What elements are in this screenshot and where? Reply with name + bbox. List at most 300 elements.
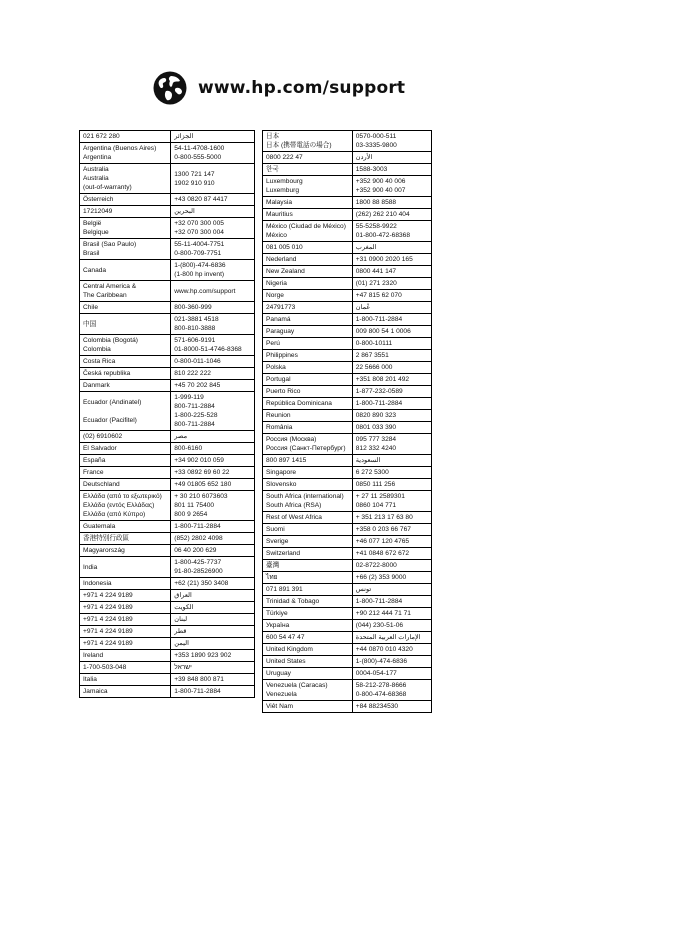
- phone-cell: [352, 434, 431, 455]
- phone-number: 812 332 4240: [355, 445, 397, 452]
- phone-number: 1588-3003: [355, 166, 388, 173]
- phone-cell: [352, 410, 431, 422]
- table-row: [263, 326, 432, 338]
- phone-cell: [171, 443, 255, 455]
- country-cell: [263, 374, 353, 386]
- table-row: [80, 194, 255, 206]
- phone-number: 095 777 3284: [355, 436, 397, 443]
- phone-cell: [352, 290, 431, 302]
- table-row: [263, 398, 432, 410]
- phone-cell: [352, 350, 431, 362]
- phone-cell: [171, 206, 255, 218]
- phone-number: الإمارات العربية المتحدة: [355, 634, 421, 641]
- phone-cell: [171, 491, 255, 521]
- phone-cell: [352, 512, 431, 524]
- phone-cell: [171, 578, 255, 590]
- table-row: [263, 608, 432, 620]
- phone-cell: [352, 362, 431, 374]
- phone-cell: [171, 638, 255, 650]
- phone-cell: [171, 686, 255, 698]
- country-label: 日本: [266, 133, 280, 140]
- table-row: [263, 266, 432, 278]
- table-row: [80, 590, 255, 602]
- phone-number: +49 01805 652 180: [174, 481, 232, 488]
- country-cell: [263, 479, 353, 491]
- phone-number: 810 222 222: [174, 370, 211, 377]
- country-label: Singapore: [266, 469, 297, 476]
- phone-cell: [352, 608, 431, 620]
- country-label: 081 005 010: [266, 244, 303, 251]
- phone-number: 03-3335-9800: [355, 142, 397, 149]
- country-cell: [80, 206, 171, 218]
- country-cell: [263, 242, 353, 254]
- country-cell: [263, 254, 353, 266]
- country-label: +971 4 224 9189: [83, 592, 133, 599]
- table-row: [263, 479, 432, 491]
- phone-cell: [171, 557, 255, 578]
- phone-number: 0-800-474-68368: [355, 691, 407, 698]
- table-row: [80, 335, 255, 356]
- phone-cell: [171, 335, 255, 356]
- country-label: Australia: [83, 166, 109, 173]
- country-cell: [263, 350, 353, 362]
- phone-number: 0801 033 390: [355, 424, 397, 431]
- country-label: New Zealand: [266, 268, 305, 275]
- phone-number: العراق: [174, 592, 192, 599]
- phone-number: +352 900 40 007: [355, 187, 406, 194]
- phone-number: تونس: [355, 586, 372, 593]
- phone-cell: [171, 431, 255, 443]
- country-cell: [80, 590, 171, 602]
- table-row: [263, 701, 432, 713]
- phone-number: +84 88234530: [355, 703, 399, 710]
- country-label: +971 4 224 9189: [83, 640, 133, 647]
- country-label: Россия (Москва): [266, 436, 317, 443]
- country-label: South Africa (RSA): [266, 502, 322, 509]
- country-label: Guatemala: [83, 523, 116, 530]
- country-label: The Caribbean: [83, 292, 127, 299]
- country-label: Panamá: [266, 316, 291, 323]
- phone-cell: [171, 521, 255, 533]
- country-cell: [263, 524, 353, 536]
- phone-cell: [352, 326, 431, 338]
- country-label: Colombia (Bogotá): [83, 337, 138, 344]
- table-row: [263, 548, 432, 560]
- phone-number: السعودية: [355, 457, 381, 464]
- country-label: Magyarország: [83, 547, 125, 554]
- country-cell: [263, 314, 353, 326]
- country-label: Venezuela: [266, 691, 297, 698]
- country-cell: [80, 131, 171, 143]
- country-label: 600 54 47 47: [266, 634, 305, 641]
- phone-number: +32 070 300 005: [174, 220, 224, 227]
- country-cell: [263, 164, 353, 176]
- country-label: 071 891 391: [266, 586, 303, 593]
- country-label: Česká republika: [83, 370, 131, 377]
- country-cell: [263, 338, 353, 350]
- country-label: (02) 6910602: [83, 433, 123, 440]
- phone-cell: [352, 197, 431, 209]
- country-cell: [80, 479, 171, 491]
- table-row: [263, 386, 432, 398]
- phone-number: +32 070 300 004: [174, 229, 224, 236]
- country-label: Brasil: [83, 250, 100, 257]
- phone-number: (01) 271 2320: [355, 280, 397, 287]
- phone-number: 54-11-4708-1600: [174, 145, 225, 152]
- table-row: [80, 143, 255, 164]
- country-cell: [80, 443, 171, 455]
- table-row: [80, 431, 255, 443]
- country-label: Ecuador (Pacifitel): [83, 416, 137, 424]
- country-cell: [263, 131, 353, 152]
- phone-number: 91-80-28526900: [174, 568, 223, 575]
- phone-number: 800-810-3888: [174, 325, 216, 332]
- country-label: Indonesia: [83, 580, 112, 587]
- phone-cell: [171, 626, 255, 638]
- country-label: (out-of-warranty): [83, 184, 132, 191]
- country-label: United Kingdom: [266, 646, 313, 653]
- country-label: 한국: [266, 166, 279, 173]
- phone-cell: [352, 374, 431, 386]
- country-cell: [263, 434, 353, 455]
- country-label: Ireland: [83, 652, 104, 659]
- country-label: Norge: [266, 292, 284, 299]
- phone-number: 021-3881 4518: [174, 316, 219, 323]
- table-row: [263, 680, 432, 701]
- phone-cell: [171, 131, 255, 143]
- country-cell: [80, 521, 171, 533]
- country-cell: [263, 512, 353, 524]
- phone-number: (852) 2802 4098: [174, 535, 223, 542]
- phone-cell: [352, 701, 431, 713]
- phone-number: 009 800 54 1 0006: [355, 328, 411, 335]
- phone-number: عُمان: [355, 304, 371, 311]
- phone-number: + 351 213 17 63 80: [355, 514, 413, 521]
- country-label: South Africa (international): [266, 493, 344, 500]
- table-row: [263, 656, 432, 668]
- table-row: [80, 239, 255, 260]
- country-label: Suomi: [266, 526, 285, 533]
- country-cell: [263, 386, 353, 398]
- country-label: Österreich: [83, 196, 114, 203]
- country-label: República Dominicana: [266, 400, 332, 407]
- phone-number: اليمن: [174, 640, 189, 647]
- country-cell: [263, 362, 353, 374]
- table-row: [263, 491, 432, 512]
- country-cell: [263, 278, 353, 290]
- country-label: Nigeria: [266, 280, 287, 287]
- phone-number: +34 902 010 059: [174, 457, 224, 464]
- phone-cell: [352, 632, 431, 644]
- country-label: Costa Rica: [83, 358, 116, 365]
- country-cell: [80, 143, 171, 164]
- phone-number: 0570-000-511: [355, 133, 397, 140]
- country-cell: [263, 632, 353, 644]
- table-row: [80, 578, 255, 590]
- country-label: Portugal: [266, 376, 291, 383]
- country-cell: [263, 176, 353, 197]
- country-label: Ελλάδα (εντός Ελλάδας): [83, 502, 155, 509]
- country-label: 1-700-503-048: [83, 664, 127, 671]
- phone-cell: [171, 392, 255, 431]
- country-label: Luxembourg: [266, 178, 303, 185]
- table-row: [80, 368, 255, 380]
- table-row: [80, 650, 255, 662]
- phone-number: الكويت: [174, 604, 194, 611]
- phone-number: + 27 11 2589301: [355, 493, 405, 500]
- table-row: [263, 131, 432, 152]
- phone-number: +47 815 62 070: [355, 292, 402, 299]
- country-label: Perú: [266, 340, 280, 347]
- phone-number: +46 077 120 4765: [355, 538, 410, 545]
- phone-cell: [171, 281, 255, 302]
- phone-cell: [352, 278, 431, 290]
- phone-number: +66 (2) 353 9000: [355, 574, 407, 581]
- table-row: [80, 392, 255, 431]
- support-table-left: [79, 130, 255, 698]
- table-row: [263, 209, 432, 221]
- country-label: Sverige: [266, 538, 289, 545]
- country-label: España: [83, 457, 106, 464]
- table-row: [263, 278, 432, 290]
- phone-number: (044) 230-51-06: [355, 622, 404, 629]
- table-row: [263, 176, 432, 197]
- country-cell: [263, 572, 353, 584]
- country-cell: [263, 266, 353, 278]
- country-cell: [80, 467, 171, 479]
- country-label: India: [83, 563, 98, 571]
- table-row: [80, 638, 255, 650]
- table-row: [80, 662, 255, 674]
- country-label: Philippines: [266, 352, 298, 359]
- phone-cell: [352, 620, 431, 632]
- table-row: [263, 512, 432, 524]
- country-label: Luxemburg: [266, 187, 299, 194]
- phone-number: 0-800-709-7751: [174, 250, 222, 257]
- phone-cell: [352, 176, 431, 197]
- phone-cell: [171, 356, 255, 368]
- country-cell: [80, 380, 171, 392]
- phone-number: (1-800 hp invent): [174, 271, 225, 278]
- phone-cell: [171, 194, 255, 206]
- country-cell: [80, 314, 171, 335]
- country-cell: [263, 668, 353, 680]
- table-row: [80, 164, 255, 194]
- country-cell: [263, 680, 353, 701]
- phone-number: 02-8722-8000: [355, 562, 397, 569]
- phone-cell: [352, 467, 431, 479]
- page-header: [152, 68, 405, 108]
- country-label: 24791773: [266, 304, 296, 311]
- country-label: Ελλάδα (από το εξωτερικό): [83, 493, 162, 500]
- country-label: 中国: [83, 320, 97, 328]
- phone-cell: [171, 143, 255, 164]
- table-row: [263, 434, 432, 455]
- country-cell: [263, 701, 353, 713]
- phone-number: 0004-054-177: [355, 670, 397, 677]
- table-row: [263, 620, 432, 632]
- phone-number: 800 9 2654: [174, 511, 208, 518]
- support-url[interactable]: www.hp.com/support: [198, 78, 406, 98]
- phone-cell: [171, 314, 255, 335]
- table-row: [80, 557, 255, 578]
- country-label: België: [83, 220, 102, 227]
- phone-number: +39 848 800 871: [174, 676, 224, 683]
- phone-cell: [352, 254, 431, 266]
- country-label: Brasil (Sao Paulo): [83, 241, 137, 248]
- country-label: México (Ciudad de México): [266, 223, 346, 230]
- country-cell: [80, 392, 171, 431]
- table-row: [80, 131, 255, 143]
- country-cell: [263, 536, 353, 548]
- phone-cell: [171, 590, 255, 602]
- phone-number: 0-800-555-5000: [174, 154, 222, 161]
- country-label: Italia: [83, 676, 97, 683]
- country-label: United States: [266, 658, 306, 665]
- table-row: [80, 521, 255, 533]
- country-label: Malaysia: [266, 199, 293, 206]
- phone-cell: [171, 545, 255, 557]
- country-label: México: [266, 232, 287, 239]
- country-label: +971 4 224 9189: [83, 628, 133, 635]
- phone-number: +41 0848 672 672: [355, 550, 410, 557]
- table-row: [263, 290, 432, 302]
- phone-cell: [171, 380, 255, 392]
- table-row: [263, 338, 432, 350]
- phone-number: مصر: [174, 433, 188, 440]
- country-label: Jamaica: [83, 688, 108, 695]
- country-cell: [263, 326, 353, 338]
- phone-number: 6 272 5300: [355, 469, 389, 476]
- phone-number: 1-800-225-528: [174, 412, 218, 419]
- country-cell: [80, 218, 171, 239]
- phone-number: 1902 910 910: [174, 179, 215, 187]
- phone-cell: [171, 614, 255, 626]
- phone-number: 1-800-711-2884: [174, 688, 221, 695]
- phone-number: 01-8000-51-4746-8368: [174, 346, 242, 353]
- table-row: [263, 668, 432, 680]
- country-cell: [263, 410, 353, 422]
- country-label: +971 4 224 9189: [83, 616, 133, 623]
- phone-cell: [352, 131, 431, 152]
- country-label: Paraguay: [266, 328, 295, 335]
- country-cell: [263, 221, 353, 242]
- country-cell: [80, 281, 171, 302]
- country-label: Danmark: [83, 382, 110, 389]
- country-cell: [263, 302, 353, 314]
- table-row: [263, 422, 432, 434]
- phone-number: ישראל: [174, 664, 192, 671]
- phone-cell: [352, 455, 431, 467]
- phone-number: المغرب: [355, 244, 377, 251]
- phone-number: 571-606-9191: [174, 337, 216, 344]
- table-row: [80, 443, 255, 455]
- country-label: +971 4 224 9189: [83, 604, 133, 611]
- phone-number: 800-711-2884: [174, 421, 215, 428]
- table-row: [80, 479, 255, 491]
- phone-cell: [352, 479, 431, 491]
- phone-cell: [352, 164, 431, 176]
- country-label: Colombia: [83, 346, 111, 353]
- country-label: Viêt Nam: [266, 703, 293, 710]
- country-cell: [80, 164, 171, 194]
- country-label: Mauritius: [266, 211, 293, 218]
- phone-number: 0-800-011-1046: [174, 358, 221, 365]
- phone-cell: [352, 338, 431, 350]
- country-cell: [80, 638, 171, 650]
- table-row: [80, 380, 255, 392]
- country-label: Australia: [83, 175, 109, 182]
- phone-cell: [171, 218, 255, 239]
- country-label: Rest of West Africa: [266, 514, 322, 521]
- table-row: [80, 533, 255, 545]
- country-cell: [80, 662, 171, 674]
- country-label: Argentina: [83, 154, 112, 161]
- phone-number: +43 0820 87 4417: [174, 196, 228, 203]
- country-label: Uruguay: [266, 670, 291, 677]
- phone-cell: [352, 668, 431, 680]
- phone-cell: [352, 560, 431, 572]
- phone-number: 55-11-4004-7751: [174, 241, 225, 248]
- country-cell: [80, 335, 171, 356]
- phone-cell: [352, 314, 431, 326]
- phone-number: 1300 721 147: [174, 170, 215, 178]
- phone-cell: [352, 680, 431, 701]
- country-cell: [80, 674, 171, 686]
- phone-number: +358 0 203 66 767: [355, 526, 411, 533]
- country-label: 香港特別行政區: [83, 535, 130, 542]
- country-label: Ecuador (Andinatel): [83, 398, 142, 406]
- table-row: [80, 602, 255, 614]
- phone-number: +44 0870 010 4320: [355, 646, 413, 653]
- phone-number: الأردن: [355, 154, 373, 161]
- phone-cell: [171, 467, 255, 479]
- country-cell: [263, 491, 353, 512]
- country-label: 臺灣: [266, 562, 280, 569]
- phone-cell: [352, 524, 431, 536]
- phone-number: 800-711-2884: [174, 403, 215, 410]
- table-row: [263, 632, 432, 644]
- phone-number: البحرين: [174, 208, 195, 215]
- table-row: [80, 455, 255, 467]
- country-cell: [263, 548, 353, 560]
- country-label: El Salvador: [83, 445, 117, 452]
- country-cell: [263, 656, 353, 668]
- country-cell: [80, 602, 171, 614]
- phone-cell: [171, 674, 255, 686]
- country-label: Polska: [266, 364, 286, 371]
- table-row: [80, 674, 255, 686]
- country-label: Switzerland: [266, 550, 301, 557]
- phone-cell: [352, 656, 431, 668]
- table-row: [263, 644, 432, 656]
- country-cell: [80, 260, 171, 281]
- phone-cell: [352, 398, 431, 410]
- table-row: [80, 314, 255, 335]
- phone-number: 801 11 75400: [174, 502, 215, 509]
- phone-number: 1-800-425-7737: [174, 559, 222, 566]
- phone-number: +351 808 201 492: [355, 376, 410, 383]
- table-row: [80, 686, 255, 698]
- country-cell: [263, 290, 353, 302]
- phone-number: 0850 111 256: [355, 481, 396, 488]
- phone-number: 1-800-711-2884: [174, 523, 221, 530]
- country-cell: [263, 644, 353, 656]
- phone-number: 58-212-278-8666: [355, 682, 407, 689]
- country-cell: [80, 578, 171, 590]
- phone-number: 01-800-472-68368: [355, 232, 411, 239]
- country-cell: [263, 197, 353, 209]
